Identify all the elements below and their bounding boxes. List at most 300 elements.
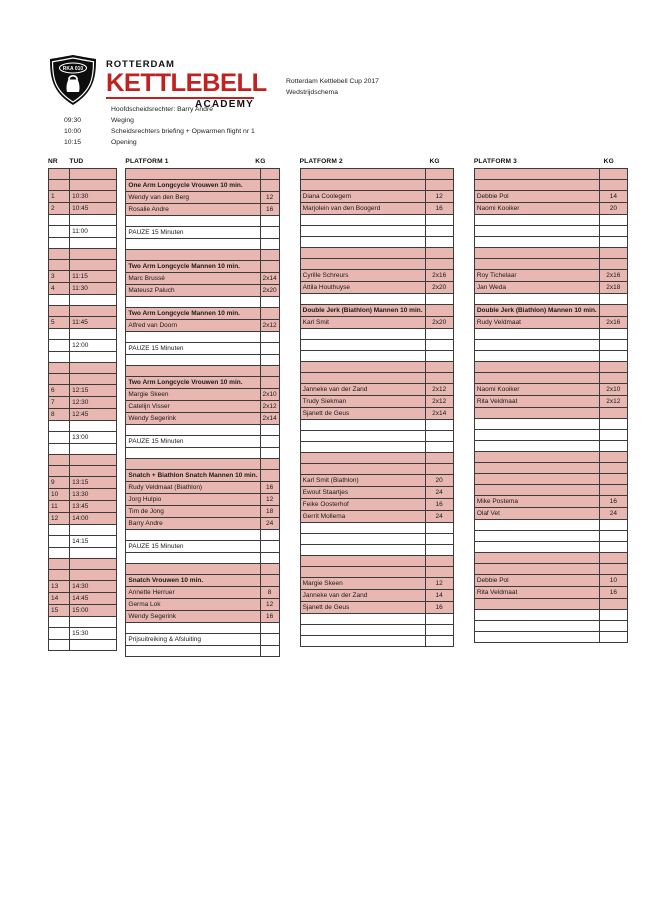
table-row xyxy=(126,261,279,273)
table-row xyxy=(126,494,279,506)
table-row xyxy=(49,283,117,295)
column-header-platform2: PLATFORM 2 xyxy=(299,158,343,165)
table-row xyxy=(126,332,279,343)
cell-nr xyxy=(49,617,70,628)
cell-platform1-athlete xyxy=(126,623,260,634)
cell-nr xyxy=(49,548,70,559)
cell-platform2-athlete xyxy=(300,362,425,373)
table-row xyxy=(300,270,453,282)
cell-platform1-kg xyxy=(260,634,279,646)
cell-platform2-kg: 16 xyxy=(425,602,453,614)
table-row xyxy=(49,489,117,501)
column-header-kg-3: KG xyxy=(603,158,614,165)
cell-platform1-kg xyxy=(260,377,279,389)
table-row xyxy=(300,578,453,590)
table-row xyxy=(300,384,453,396)
table-row xyxy=(300,442,453,453)
cell-tud xyxy=(70,238,117,249)
cell-platform2-kg xyxy=(425,215,453,226)
cell-platform3-kg xyxy=(599,305,627,317)
table-row xyxy=(474,305,627,317)
table-row xyxy=(300,523,453,534)
table-row xyxy=(49,605,117,617)
cell-platform2-kg xyxy=(425,180,453,191)
cell-platform1-kg: 18 xyxy=(260,506,279,518)
table-row xyxy=(474,441,627,452)
table-row xyxy=(49,352,117,363)
table-row xyxy=(126,425,279,436)
table-row xyxy=(126,634,279,646)
cell-platform3-athlete: Jan Weda xyxy=(474,282,599,294)
cell-platform1-athlete: Marc Brussé xyxy=(126,273,260,285)
cell-platform2-athlete: Margie Skeen xyxy=(300,578,425,590)
cell-platform2-athlete xyxy=(300,545,425,556)
cell-platform2-kg xyxy=(425,259,453,270)
cell-platform1-kg: 8 xyxy=(260,587,279,599)
cell-platform2-athlete: Diana Coolegem xyxy=(300,191,425,203)
cell-platform2-athlete xyxy=(300,180,425,191)
table-row xyxy=(474,396,627,408)
table-row xyxy=(474,294,627,305)
cell-platform2-athlete xyxy=(300,625,425,636)
cell-platform2-athlete xyxy=(300,534,425,545)
cell-platform2-kg: 2x12 xyxy=(425,396,453,408)
platform3-header-table xyxy=(474,156,628,168)
cell-platform1-kg: 16 xyxy=(260,482,279,494)
cell-platform3-kg xyxy=(599,351,627,362)
table-row xyxy=(126,611,279,623)
table-row xyxy=(300,362,453,373)
table-row xyxy=(300,636,453,647)
cell-platform2-athlete: Attila Houthuyse xyxy=(300,282,425,294)
cell-tud xyxy=(70,617,117,628)
table-row xyxy=(474,496,627,508)
cell-platform2-athlete: Cyrille Schreurs xyxy=(300,270,425,282)
table-row xyxy=(300,373,453,384)
cell-tud xyxy=(70,180,117,191)
cell-platform3-kg xyxy=(599,237,627,248)
cell-platform3-athlete xyxy=(474,226,599,237)
cell-platform3-athlete xyxy=(474,564,599,575)
table-row xyxy=(300,487,453,499)
cell-tud xyxy=(70,640,117,651)
column-header-kg-2: KG xyxy=(429,158,440,165)
table-row xyxy=(126,518,279,530)
cell-platform1-athlete: Rudy Veldmaat (Biathlon) xyxy=(126,482,260,494)
cell-platform3-athlete: Naomi Kooiker xyxy=(474,203,599,215)
table-row xyxy=(300,453,453,464)
table-row xyxy=(126,575,279,587)
cell-platform3-kg xyxy=(599,259,627,270)
cell-platform1-kg xyxy=(260,169,279,180)
brand-wordmark-main: KETTLEBELL xyxy=(106,68,267,97)
cell-platform1-kg xyxy=(260,343,279,355)
schedule-intro-row xyxy=(64,137,255,148)
cell-platform2-kg xyxy=(425,442,453,453)
cell-platform3-kg xyxy=(599,362,627,373)
table-row xyxy=(49,421,117,432)
cell-nr xyxy=(49,466,70,477)
cell-platform1-athlete: Jorg Hulpio xyxy=(126,494,260,506)
cell-platform3-athlete xyxy=(474,408,599,419)
cell-platform2-athlete xyxy=(300,636,425,647)
table-row xyxy=(126,564,279,575)
cell-nr xyxy=(49,169,70,180)
cell-platform1-kg xyxy=(260,448,279,459)
table-row xyxy=(300,602,453,614)
cell-platform3-athlete xyxy=(474,553,599,564)
cell-nr xyxy=(49,260,70,271)
table-row xyxy=(126,530,279,541)
cell-platform3-athlete: Olaf Vet xyxy=(474,508,599,520)
cell-platform3-kg xyxy=(599,531,627,542)
cell-platform1-athlete xyxy=(126,250,260,261)
table-row xyxy=(474,542,627,553)
cell-tud xyxy=(70,363,117,374)
cell-nr xyxy=(49,180,70,191)
cell-platform1-athlete xyxy=(126,448,260,459)
cell-nr xyxy=(49,640,70,651)
cell-platform3-athlete xyxy=(474,610,599,621)
cell-platform1-athlete xyxy=(126,564,260,575)
cell-platform2-kg xyxy=(425,567,453,578)
cell-platform3-kg xyxy=(599,463,627,474)
table-row xyxy=(300,420,453,431)
cell-platform2-kg xyxy=(425,556,453,567)
table-row xyxy=(474,508,627,520)
cell-tud xyxy=(70,260,117,271)
table-row xyxy=(474,259,627,270)
cell-platform1-athlete: Margie Skeen xyxy=(126,389,260,401)
cell-tud: 13:15 xyxy=(70,477,117,489)
table-row xyxy=(474,191,627,203)
cell-platform1-kg: 16 xyxy=(260,611,279,623)
cell-platform2-kg xyxy=(425,545,453,556)
table-row xyxy=(300,317,453,329)
cell-nr xyxy=(49,432,70,444)
cell-platform3-kg xyxy=(599,180,627,191)
table-row xyxy=(126,470,279,482)
cell-platform2-kg xyxy=(425,248,453,259)
cell-platform3-athlete xyxy=(474,452,599,463)
cell-tud: 11:30 xyxy=(70,283,117,295)
cell-tud: 14:45 xyxy=(70,593,117,605)
cell-platform3-athlete: Naomi Kooiker xyxy=(474,384,599,396)
cell-platform2-kg xyxy=(425,431,453,442)
cell-platform1-athlete: Two Arm Longcycle Mannen 10 min. xyxy=(126,308,260,320)
cell-platform2-kg: 2x20 xyxy=(425,282,453,294)
table-row xyxy=(126,413,279,425)
cell-platform2-athlete xyxy=(300,431,425,442)
cell-platform2-kg xyxy=(425,420,453,431)
table-row xyxy=(126,204,279,216)
cell-platform3-athlete xyxy=(474,373,599,384)
cell-platform1-athlete: PAUZE 15 Minuten xyxy=(126,541,260,553)
cell-platform1-kg: 12 xyxy=(260,192,279,204)
cell-tud: 14:00 xyxy=(70,513,117,525)
cell-platform1-athlete: Barry Andre xyxy=(126,518,260,530)
cell-platform1-athlete xyxy=(126,646,260,657)
cell-platform2-athlete: Ewout Staartjes xyxy=(300,487,425,499)
cell-platform2-athlete xyxy=(300,442,425,453)
cell-platform1-kg xyxy=(260,541,279,553)
table-row xyxy=(126,366,279,377)
cell-tud xyxy=(70,559,117,570)
schedule-intro-label: Opening xyxy=(111,139,137,146)
table-row xyxy=(49,466,117,477)
cell-platform3-athlete xyxy=(474,441,599,452)
table-row xyxy=(474,317,627,329)
table-row xyxy=(474,226,627,237)
cell-platform2-kg xyxy=(425,351,453,362)
cell-platform2-kg xyxy=(425,534,453,545)
cell-platform2-athlete: Janneke van der Zand xyxy=(300,590,425,602)
cell-platform1-athlete: Catelijn Visser xyxy=(126,401,260,413)
cell-platform2-athlete xyxy=(300,420,425,431)
cell-platform2-athlete xyxy=(300,340,425,351)
nr-tud-header-table xyxy=(48,156,117,168)
cell-platform2-athlete xyxy=(300,259,425,270)
cell-platform1-kg xyxy=(260,216,279,227)
cell-platform2-kg: 12 xyxy=(425,578,453,590)
cell-platform1-kg: 16 xyxy=(260,204,279,216)
table-row xyxy=(474,215,627,226)
cell-platform3-kg: 16 xyxy=(599,587,627,599)
table-row xyxy=(126,541,279,553)
table-row xyxy=(49,295,117,306)
cell-nr xyxy=(49,238,70,249)
cell-platform3-kg xyxy=(599,408,627,419)
cell-tud xyxy=(70,570,117,581)
table-row xyxy=(300,625,453,636)
cell-platform3-athlete xyxy=(474,632,599,643)
cell-platform1-athlete: Rosalie Andre xyxy=(126,204,260,216)
cell-platform3-athlete: Mike Postema xyxy=(474,496,599,508)
table-row xyxy=(474,362,627,373)
cell-platform3-kg xyxy=(599,215,627,226)
table-row xyxy=(300,169,453,180)
cell-platform3-athlete: Roy Tichelaar xyxy=(474,270,599,282)
schedule-tables xyxy=(48,156,628,657)
cell-platform1-athlete xyxy=(126,239,260,250)
cell-platform1-athlete: PAUZE 15 Minuten xyxy=(126,227,260,239)
cell-platform1-kg xyxy=(260,355,279,366)
cell-platform1-kg xyxy=(260,564,279,575)
table-row xyxy=(300,614,453,625)
cell-platform1-kg xyxy=(260,459,279,470)
table-row xyxy=(474,237,627,248)
table-row xyxy=(49,548,117,559)
table-row xyxy=(300,180,453,191)
cell-platform3-athlete xyxy=(474,180,599,191)
table-row xyxy=(49,385,117,397)
table-row xyxy=(49,374,117,385)
cell-platform2-kg xyxy=(425,169,453,180)
table-row xyxy=(474,587,627,599)
cell-tud xyxy=(70,548,117,559)
table-row xyxy=(474,474,627,485)
cell-tud: 14:15 xyxy=(70,536,117,548)
cell-nr xyxy=(49,628,70,640)
platform2-block xyxy=(300,156,454,657)
cell-platform2-kg xyxy=(425,614,453,625)
cell-nr: 8 xyxy=(49,409,70,421)
cell-tud xyxy=(70,352,117,363)
cell-platform3-kg: 2x16 xyxy=(599,270,627,282)
cell-platform3-kg xyxy=(599,632,627,643)
table-row xyxy=(49,180,117,191)
cell-platform1-kg: 2x14 xyxy=(260,413,279,425)
table-row xyxy=(300,499,453,511)
cell-tud: 12:15 xyxy=(70,385,117,397)
table-row xyxy=(49,536,117,548)
cell-platform3-athlete xyxy=(474,474,599,485)
cell-tud xyxy=(70,421,117,432)
cell-platform3-kg xyxy=(599,373,627,384)
table-row xyxy=(474,329,627,340)
document-title-line1: Rotterdam Kettlebell Cup 2017 xyxy=(286,78,379,85)
cell-platform1-athlete: Snatch + Biathlon Snatch Mannen 10 min. xyxy=(126,470,260,482)
table-row xyxy=(49,513,117,525)
cell-platform2-kg: 24 xyxy=(425,487,453,499)
cell-platform2-athlete: Karl Smit xyxy=(300,317,425,329)
cell-platform1-athlete: One Arm Longcycle Vrouwen 10 min. xyxy=(126,180,260,192)
cell-platform2-kg xyxy=(425,329,453,340)
cell-tud: 13:30 xyxy=(70,489,117,501)
table-row xyxy=(49,191,117,203)
table-row xyxy=(49,317,117,329)
cell-tud xyxy=(70,455,117,466)
cell-platform3-athlete: Rita Veldmaat xyxy=(474,396,599,408)
cell-platform1-kg: 2x20 xyxy=(260,285,279,297)
cell-platform2-athlete: Janneke van der Zand xyxy=(300,384,425,396)
cell-platform1-kg xyxy=(260,250,279,261)
table-row xyxy=(126,308,279,320)
schedule-intro-time: 09:30 xyxy=(64,117,82,124)
cell-platform1-athlete: Two Arm Longcycle Vrouwen 10 min. xyxy=(126,377,260,389)
cell-platform3-kg xyxy=(599,542,627,553)
table-row xyxy=(300,259,453,270)
cell-platform3-kg xyxy=(599,294,627,305)
table-row xyxy=(474,485,627,496)
table-row xyxy=(126,297,279,308)
nr-tud-grid xyxy=(48,168,117,651)
cell-platform3-athlete xyxy=(474,542,599,553)
cell-platform3-kg: 20 xyxy=(599,203,627,215)
table-row xyxy=(300,396,453,408)
cell-tud: 11:45 xyxy=(70,317,117,329)
table-row xyxy=(49,409,117,421)
table-row xyxy=(49,306,117,317)
table-row xyxy=(49,525,117,536)
cell-nr xyxy=(49,215,70,226)
cell-tud: 12:00 xyxy=(70,340,117,352)
table-row xyxy=(474,564,627,575)
table-row xyxy=(300,305,453,317)
table-row xyxy=(126,216,279,227)
cell-nr xyxy=(49,570,70,581)
cell-nr: 11 xyxy=(49,501,70,513)
table-row xyxy=(49,593,117,605)
platform1-grid xyxy=(125,168,279,657)
cell-platform3-athlete xyxy=(474,294,599,305)
table-row xyxy=(474,169,627,180)
cell-nr xyxy=(49,363,70,374)
table-row xyxy=(474,203,627,215)
cell-tud: 13:00 xyxy=(70,432,117,444)
cell-platform2-kg xyxy=(425,636,453,647)
cell-platform3-kg xyxy=(599,226,627,237)
cell-platform3-kg xyxy=(599,564,627,575)
cell-platform2-kg: 2x12 xyxy=(425,384,453,396)
table-row xyxy=(126,169,279,180)
table-row xyxy=(300,511,453,523)
cell-platform2-athlete xyxy=(300,464,425,475)
cell-platform2-kg: 14 xyxy=(425,590,453,602)
table-row xyxy=(300,294,453,305)
cell-platform3-athlete xyxy=(474,599,599,610)
cell-platform2-kg xyxy=(425,464,453,475)
table-row xyxy=(300,534,453,545)
table-row xyxy=(474,419,627,430)
cell-nr xyxy=(49,340,70,352)
cell-platform2-athlete xyxy=(300,453,425,464)
table-row xyxy=(49,363,117,374)
table-row xyxy=(300,464,453,475)
table-row xyxy=(126,448,279,459)
cell-platform3-athlete xyxy=(474,215,599,226)
cell-platform3-kg xyxy=(599,553,627,564)
schedule-intro-time: 10:00 xyxy=(64,128,82,135)
table-row xyxy=(49,432,117,444)
platform2-header-table xyxy=(300,156,454,168)
cell-platform2-kg: 2x14 xyxy=(425,408,453,420)
cell-nr: 12 xyxy=(49,513,70,525)
cell-nr: 6 xyxy=(49,385,70,397)
cell-platform2-athlete xyxy=(300,294,425,305)
table-row xyxy=(49,249,117,260)
table-row xyxy=(474,408,627,419)
cell-platform3-kg: 2x16 xyxy=(599,317,627,329)
cell-platform1-kg xyxy=(260,553,279,564)
table-row xyxy=(49,444,117,455)
table-row xyxy=(49,215,117,226)
cell-tud: 10:45 xyxy=(70,203,117,215)
table-row xyxy=(49,340,117,352)
cell-platform1-athlete: Alfred van Doorn xyxy=(126,320,260,332)
cell-tud: 14:30 xyxy=(70,581,117,593)
cell-platform1-athlete: Mateusz Paluch xyxy=(126,285,260,297)
cell-platform1-athlete xyxy=(126,425,260,436)
cell-platform1-kg xyxy=(260,261,279,273)
column-gap-1 xyxy=(280,156,300,657)
cell-tud xyxy=(70,525,117,536)
table-row xyxy=(474,553,627,564)
cell-platform2-athlete xyxy=(300,614,425,625)
cell-nr: 14 xyxy=(49,593,70,605)
platform3-block xyxy=(474,156,628,657)
cell-platform1-athlete: Prijsuitreiking & Afsluiting xyxy=(126,634,260,646)
table-row xyxy=(126,239,279,250)
cell-platform1-athlete xyxy=(126,459,260,470)
cell-platform1-kg xyxy=(260,425,279,436)
table-row xyxy=(126,436,279,448)
schedule-intro-row xyxy=(64,115,255,126)
table-row xyxy=(300,226,453,237)
head-referee-row xyxy=(64,104,255,115)
platform3-grid xyxy=(474,168,628,643)
cell-tud: 10:30 xyxy=(70,191,117,203)
